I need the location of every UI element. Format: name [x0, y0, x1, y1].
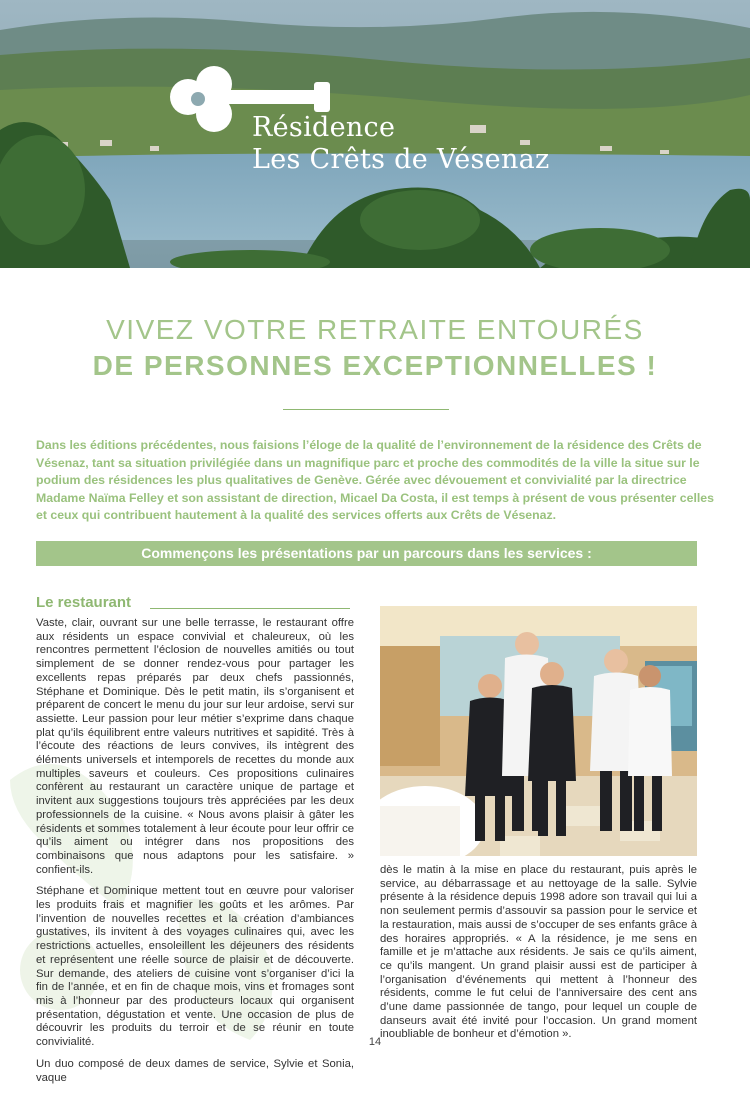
residence-title-line2: Les Crêts de Vésenaz	[252, 144, 550, 175]
headline-divider	[283, 409, 449, 410]
section-banner: Commençons les présentations par un parcours dans les services :	[36, 541, 697, 566]
article-column-right	[380, 864, 697, 1050]
paragraph: Un duo composé de deux dames de service, Sylvie et Sonia, vaque	[36, 1057, 354, 1084]
section-title-underline	[150, 608, 350, 609]
paragraph: Stéphane et Dominique mettent tout en œuvre pour valoriser les produits frais et magnifier les goûts et les arômes. Par l’invention de nouvelles recettes et la création d’ambiances gustatives, ils invitent à des voyages culinaires qui, avec les restrictions actuelles, ensoleillent les déjeuners des résidents et représentent une réelle source de plaisir et de découverte. Sur demande, des ateliers de cuisine vont s’organiser d’ici la fin de l’année, et en fin de chaque mois, vins et fromages sont mis à l’honneur par des producteurs locaux qui organisent présentation, dégustation et vente. Une occasion de plus de découvrir les produits du terroir et de se réunir en toute convivialité.	[36, 885, 354, 1049]
residence-title	[252, 112, 550, 176]
section-title-restaurant: Le restaurant	[36, 594, 132, 611]
residence-title-line1: Résidence	[252, 112, 396, 143]
article-column-left	[36, 617, 354, 1093]
restaurant-staff-photo	[380, 606, 697, 856]
paragraph: dès le matin à la mise en place du restaurant, puis après le service, au débarrassage et au nettoyage de la salle. Sylvie présente à la résidence depuis 1998 adore son travail qui lui a non seulement permis d’assouvir sa passion pour le service et la restauration, mais aussi de s’occuper de ses enfants grâce à des horaires appropriés. « A la résidence, je me sens en famille et je m’attache aux résidents. Je sais ce qu’ils aiment, ce qu’ils mangent. Un grand plaisir aussi est de participer à l’organisation d’événements qui mettent à l’honneur des résidents, comme le fut celui de l’anniversaire des cent ans d’une dame passionnée de tango, pour lequel un couple de danseurs avait été invité pour l’occasion. Un grand moment inoubliable de bonheur et d’émotion ».	[380, 864, 697, 1041]
page-number: 14	[368, 1036, 382, 1048]
headline-line2: DE PERSONNES EXCEPTIONNELLES !	[92, 350, 658, 381]
page-headline	[0, 312, 750, 384]
intro-paragraph: Dans les éditions précédentes, nous faisions l’éloge de la qualité de l’environnement de la résidence des Crêts de Vésenaz, tant sa situation privilégiée dans un magnifique parc et proche des commodités de la ville la situe sur le podium des résidences les plus qualitatives de Genève. Gérée avec dévouement et convivialité par la directrice Madame Naïma Felley et son assistant de direction, Micael Da Costa, il est temps à présent de vous présenter celles et ceux qui contribuent hautement à la qualité des services offerts aux Crêts de Vésenaz.	[36, 438, 714, 522]
paragraph: Vaste, clair, ouvrant sur une belle terrasse, le restaurant offre aux résidents un espace convivial et chaleureux, où les rencontres permettent l’éclosion de nouvelles amitiés ou tout simplement de se donner rendez-vous pour partager les excellents repas préparés par deux chefs passionnés, Stéphane et Dominique. Dès le petit matin, ils s’organisent et préparent de concert le menu du jour sur leur ardoise, servi sur assiette. Leur passion pour leur métier s’exprime dans chaque plat qu’ils équilibrent entre valeurs nutritives et sapidité. Très à l’écoute des réactions de leurs convives, ils intègrent des éléments universels et intemporels de recettes du monde aux multiples saveurs et couleurs. Ces propositions culinaires confèrent au restaurant un caractère unique de partage et invitent aux suggestions toujours très appréciées par les deux professionnels de la cuisine. « Nous avons plaisir à gâter les résidents et sommes totalement à leur écoute pour leur offrir ce qu’ils aiment ou intégrer dans nos propositions des combinaisons que nous adaptons pour les satisfaire. » confient-ils.	[36, 617, 354, 876]
headline-line1: VIVEZ VOTRE RETRAITE ENTOURÉS	[106, 314, 644, 345]
